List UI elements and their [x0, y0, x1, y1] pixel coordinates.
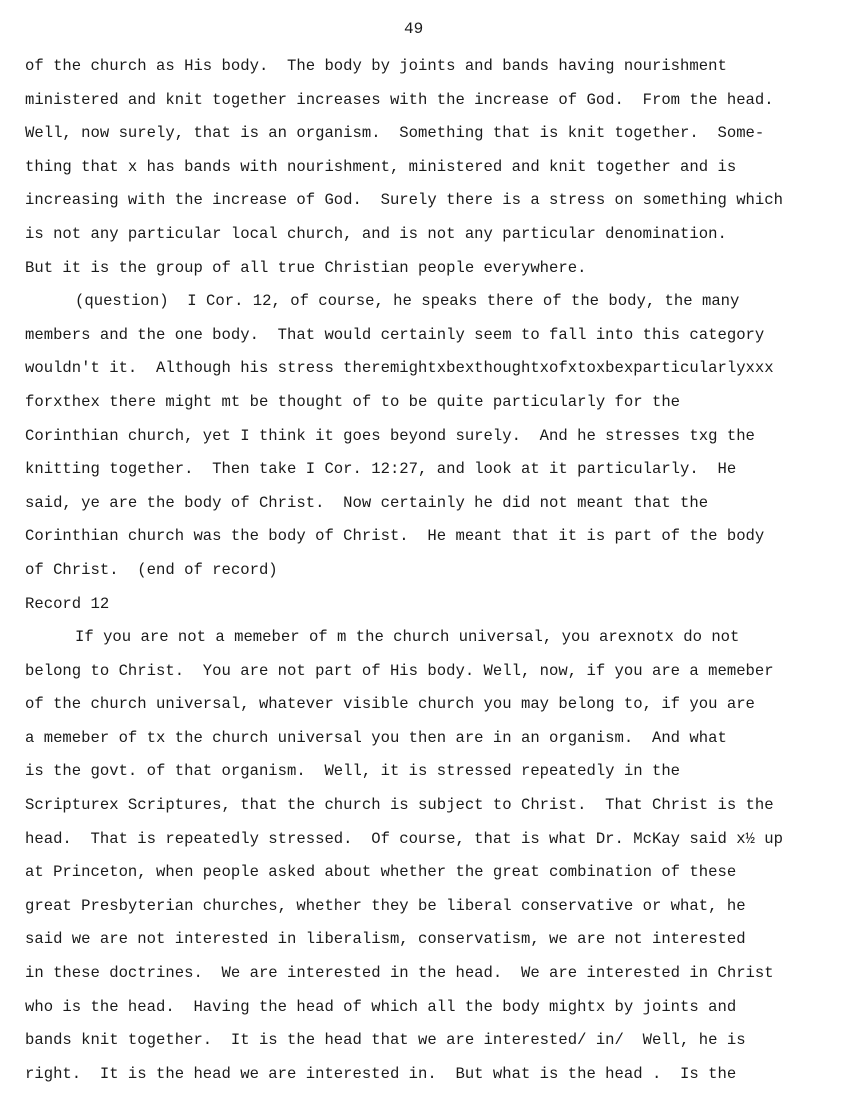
- text-line: If you are not a memeber of m the church universal, you arexnotx do not: [75, 628, 740, 647]
- text-line: ministered and knit together increases with the increase of God. From the head.: [25, 90, 774, 109]
- text-line: Record 12: [25, 594, 110, 613]
- page-number: 49: [404, 20, 424, 38]
- text-line: of the church as His body. The body by joints and bands having nourishment: [25, 57, 727, 75]
- text-line: wouldn't it. Although his stress theremightxbexthoughtxofxtoxbexparticularlyxxx: [25, 359, 774, 378]
- text-line: (question) I Cor. 12, of course, he speaks there of the body, the many: [75, 292, 740, 311]
- text-line: said we are not interested in liberalism, conservatism, we are not interested: [25, 930, 746, 949]
- text-line: Scripturex Scriptures, that the church is subject to Christ. That Christ is the: [25, 796, 774, 815]
- text-line: at Princeton, when people asked about whether the great combination of these: [25, 863, 737, 882]
- text-line: thing that x has bands with nourishment, ministered and knit together and is: [25, 157, 737, 176]
- text-line: in these doctrines. We are interested in the head. We are interested in Christ: [25, 964, 774, 983]
- text-line: belong to Christ. You are not part of His body. Well, now, if you are a memeber: [25, 661, 774, 680]
- text-line: knitting together. Then take I Cor. 12:27, and look at it particularly. He: [25, 460, 737, 479]
- text-line: is the govt. of that organism. Well, it is stressed repeatedly in the: [25, 762, 681, 781]
- text-line: of the church universal, whatever visible church you may belong to, if you are: [25, 695, 755, 714]
- text-line: Well, now surely, that is an organism. Something that is knit together. Some-: [25, 124, 765, 143]
- text-line: great Presbyterian churches, whether they be liberal conservative or what, he: [25, 896, 746, 915]
- text-line: head. That is repeatedly stressed. Of course, that is what Dr. McKay said x½ up: [25, 829, 783, 848]
- text-line: members and the one body. That would certainly seem to fall into this category: [25, 325, 765, 344]
- text-line: right. It is the head we are interested in. But what is the head . Is the: [25, 1064, 737, 1083]
- text-line: Corinthian church, yet I think it goes beyond surely. And he stresses txg the: [25, 426, 755, 445]
- text-line: is not any particular local church, and is not any particular denomination.: [25, 224, 727, 243]
- text-line: a memeber of tx the church universal you then are in an organism. And what: [25, 728, 727, 747]
- text-line: of Christ. (end of record): [25, 560, 278, 579]
- text-line: bands knit together. It is the head that we are interested/ in/ Well, he is: [25, 1031, 746, 1050]
- text-line: said, ye are the body of Christ. Now certainly he did not meant that the: [25, 493, 709, 512]
- text-line: increasing with the increase of God. Surely there is a stress on something which: [25, 191, 783, 210]
- body-text: [25, 54, 840, 1095]
- text-line: Corinthian church was the body of Christ. He meant that it is part of the body: [25, 527, 765, 546]
- text-line: who is the head. Having the head of which all the body mightx by joints and: [25, 997, 737, 1016]
- text-line: forxthex there might mt be thought of to be quite particularly for the: [25, 392, 681, 411]
- text-line: But it is the group of all true Christian people everywhere.: [25, 258, 587, 277]
